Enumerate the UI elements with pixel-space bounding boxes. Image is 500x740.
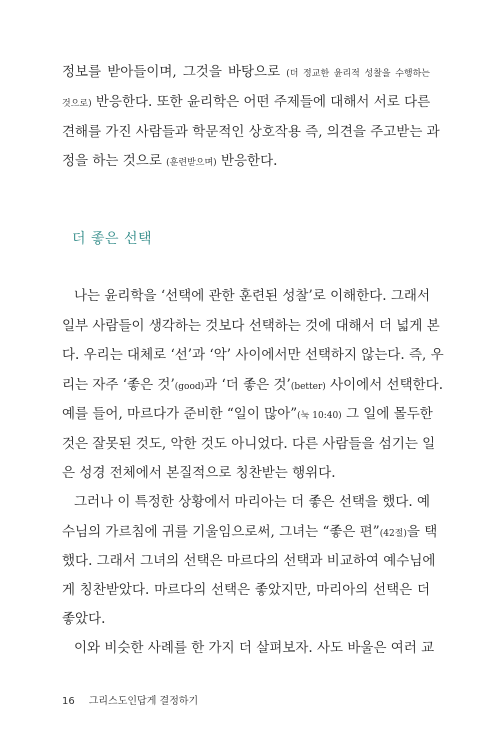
paragraph-2-line-5 [62, 404, 433, 426]
paragraph-2-line-6: 것은 잘못된 것도, 악한 것도 아니었다. 다른 사람들을 섬기는 일 [62, 436, 436, 452]
paragraph-2-line-1: 나는 윤리학을 ‘선택에 관한 훈련된 성찰’로 이해한다. 그래서 [74, 288, 430, 304]
text-span: 그 일에 몰두한 [341, 406, 433, 422]
text-span: 정보를 받아들이며, 그것을 바탕으로 [62, 64, 287, 80]
small-note: (42절) [379, 529, 407, 539]
small-note: (better) [290, 382, 326, 392]
text-span: 예를 들어, 마르다가 준비한 “일이 많아” [62, 406, 298, 422]
page-footer [62, 692, 198, 707]
paragraph-4-line-1: 이와 비슷한 사례를 한 가지 더 살펴보자. 사도 바울은 여러 교 [74, 640, 435, 656]
page-number: 16 [62, 696, 75, 707]
small-note: 것으로) [62, 99, 92, 109]
text-span: 리는 자주 ‘좋은 것’ [62, 377, 175, 393]
paragraph-1-line-3: 견해를 가진 사람들과 학문적인 상호작용 즉, 의견을 주고받는 과 [62, 124, 440, 140]
paragraph-1-line-2 [62, 92, 430, 114]
paragraph-3-line-2 [62, 522, 438, 544]
paragraph-3-line-3: 했다. 그래서 그녀의 선택은 마르다의 선택과 비교하여 예수님에 [62, 553, 436, 569]
paragraph-2-line-2: 일부 사람들이 생각하는 것보다 선택하는 것에 대해서 더 넓게 본 [62, 318, 440, 334]
text-span: 을 택 [406, 524, 438, 540]
paragraph-3-line-1: 그러나 이 특정한 상황에서 마리아는 더 좋은 선택을 했다. 예 [74, 494, 430, 510]
text-span: 정을 하는 것으로 [62, 153, 167, 169]
paragraph-2-line-3: 다. 우리는 대체로 ‘선’과 ‘악’ 사이에서만 선택하지 않는다. 즉, 우 [62, 347, 444, 363]
small-note: (더 정교한 윤리적 성찰을 수행하는 [286, 69, 430, 79]
small-note: (good) [174, 382, 205, 392]
paragraph-2-line-7: 은 성경 전체에서 본질적으로 칭찬받는 행위다. [62, 465, 336, 481]
paragraph-1-line-1 [62, 62, 430, 84]
text-span: 반응한다. [216, 153, 278, 169]
text-span: 반응한다. 또한 윤리학은 어떤 주제들에 대해서 서로 다른 [91, 94, 431, 110]
book-title: 그리스도인답게 결정하기 [88, 696, 199, 707]
small-note: (눅 10:40) [297, 411, 342, 421]
text-span: 과 ‘더 좋은 것’ [204, 377, 291, 393]
paragraph-1-line-4 [62, 151, 430, 173]
paragraph-2-line-4 [62, 375, 443, 397]
text-span: 사이에서 선택한다. [325, 377, 443, 393]
text-span: 수님의 가르침에 귀를 기울임으로써, 그녀는 “좋은 편” [62, 524, 380, 540]
small-note: (훈련받으며) [166, 158, 217, 168]
section-heading: 더 좋은 선택 [72, 231, 153, 247]
paragraph-3-line-5: 좋았다. [62, 611, 106, 627]
paragraph-3-line-4: 게 칭찬받았다. 마르다의 선택은 좋았지만, 마리아의 선택은 더 [62, 582, 430, 598]
